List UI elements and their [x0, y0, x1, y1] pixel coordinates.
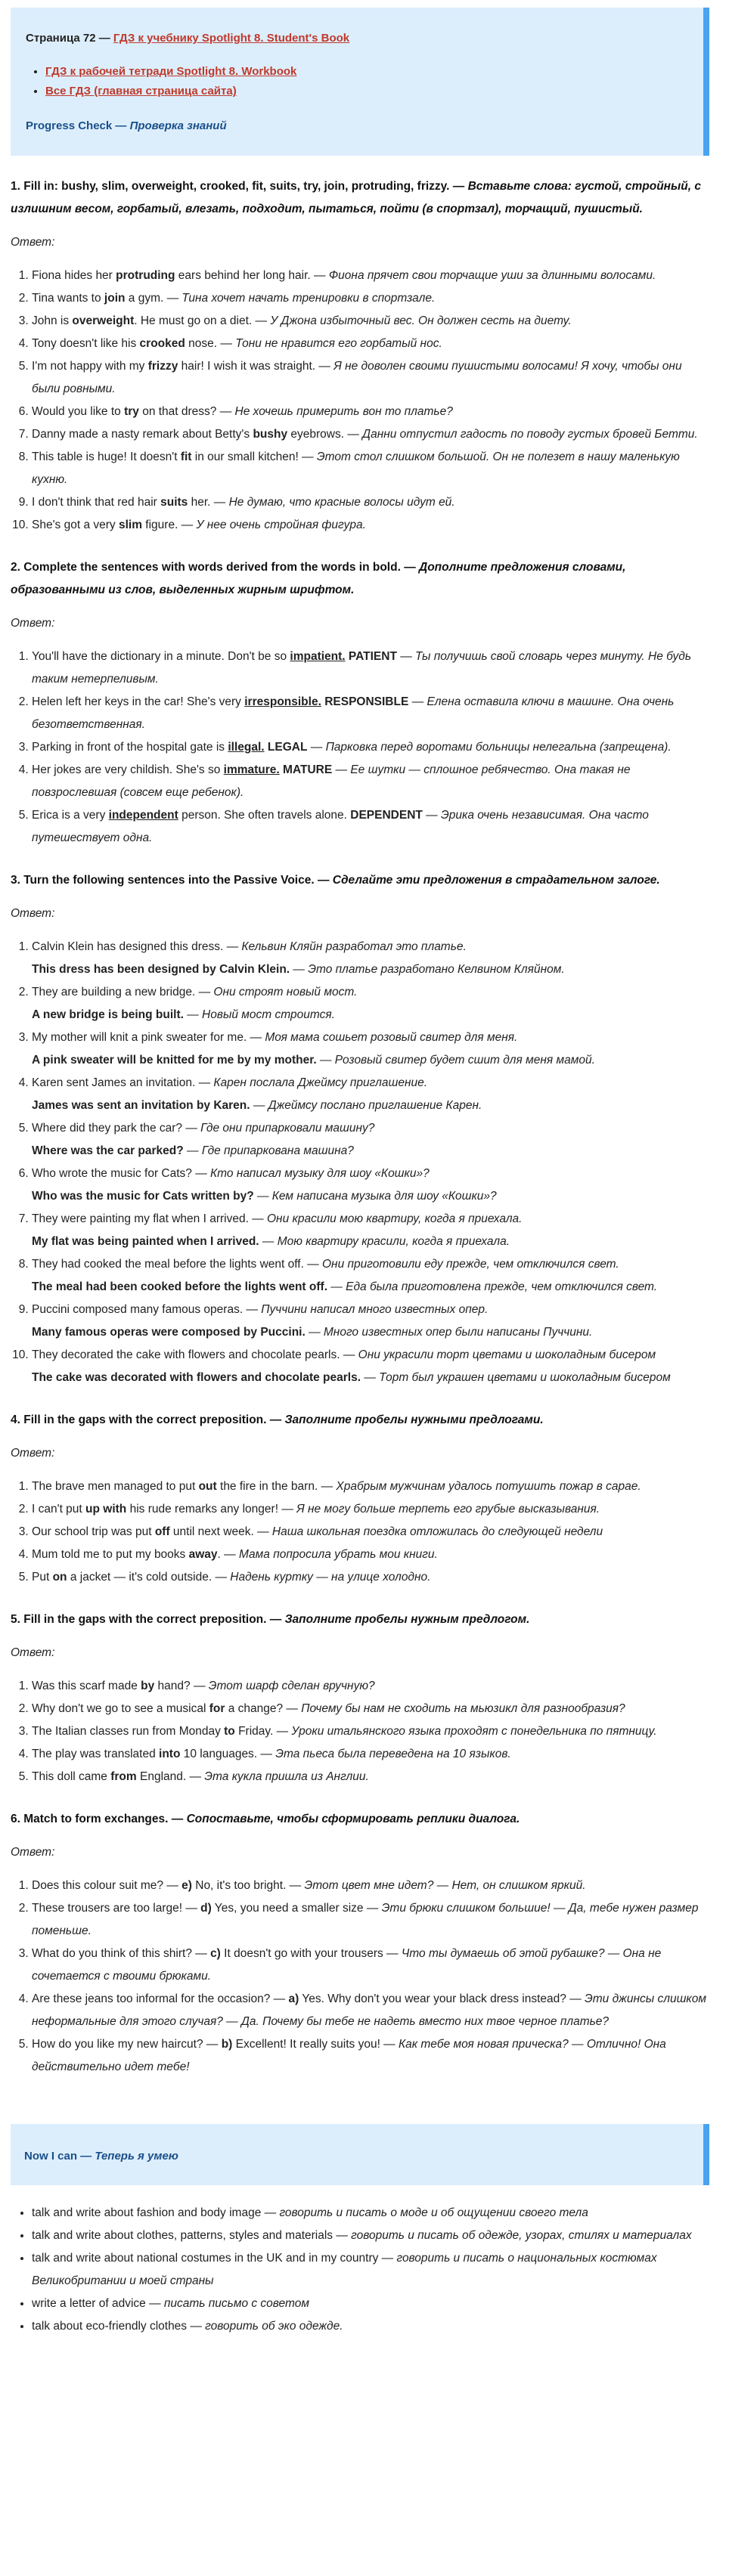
sentence-text: hand? — [154, 1680, 209, 1692]
list-item [32, 355, 709, 401]
list-item [32, 1543, 709, 1566]
heading-ru: Заполните пробелы нужным предлогом. [284, 1613, 530, 1626]
translation: — Торт был украшен цветами и шоколадным бисером [361, 1371, 671, 1384]
answer-label: Ответ: [11, 236, 55, 249]
passive-answer: This dress has been designed by Calvin Klein. [32, 963, 290, 976]
list-item [32, 1026, 709, 1072]
list-item [32, 2315, 709, 2338]
sentence-text: — [332, 763, 351, 776]
translation: Они красили мою квартиру, когда я приехала. [267, 1212, 523, 1225]
list-item [32, 2202, 709, 2225]
answer-word: from [110, 1770, 137, 1783]
answer-label: Ответ: [11, 617, 55, 630]
skill-text: talk and write about fashion and body image — [32, 2206, 280, 2219]
sentence-text: a jacket — it's cold outside. — [67, 1571, 231, 1584]
translation: Мама попросила убрать мои книги. [238, 1548, 438, 1561]
all-gdz-link[interactable]: Все ГДЗ (главная страница сайта) [45, 85, 237, 98]
list-item [32, 1498, 709, 1521]
list-item [32, 265, 709, 287]
exercise-heading [11, 1589, 709, 1631]
translation: Пуччини написал много известных опер. [261, 1303, 489, 1316]
sentence-text: Who wrote the music for Cats? — [32, 1167, 211, 1180]
answer-word: try [124, 405, 139, 418]
answer-label: Ответ: [11, 1846, 55, 1859]
subtitle-ru: Проверка знаний [129, 119, 227, 132]
sentence-text: Would you like to [32, 405, 125, 418]
sentence-text: They had cooked the meal before the lights went off. — [32, 1258, 322, 1271]
answer-word: c) [210, 1947, 221, 1960]
translation: Елена оставила ключи в машине. Она очень безответственная. [32, 695, 675, 731]
translation: Я не могу больше терпеть его грубые высказывания. [296, 1503, 600, 1516]
answer-word: up with [85, 1503, 127, 1516]
list-item [32, 2293, 709, 2315]
list-item [32, 804, 709, 850]
sentence-text: — [408, 695, 427, 708]
sentence-text: Yes, you need a smaller size — [211, 1902, 382, 1915]
translation: Моя мама сошьет розовый свитер для меня. [265, 1031, 518, 1044]
sentence-text: Calvin Klein has designed this dress. — [32, 940, 242, 953]
heading-en: 5. Fill in the gaps with the correct preposition. — [11, 1613, 285, 1626]
list-item [32, 1299, 709, 1344]
list-item [32, 2247, 709, 2293]
now-i-can-box [11, 2124, 709, 2185]
translation: Эта пьеса была переведена на 10 языков. [275, 1748, 511, 1760]
sentence-text: It doesn't go with your trousers — [220, 1947, 402, 1960]
translation: Храбрым мужчинам удалось потушить пожар в сарае. [336, 1480, 641, 1493]
answer-word: into [159, 1748, 181, 1760]
list-item [32, 1897, 709, 1943]
answer-word: frizzy [147, 360, 178, 373]
skill-text: talk and write about national costumes in the UK and in my country — [32, 2252, 397, 2265]
answer-word: off [154, 1525, 170, 1538]
heading-ru: Дополните предложения словами, образованными из слов, выделенных жирным шрифтом. [11, 561, 626, 596]
sentence-text: You'll have the dictionary in a minute. Don't be so [32, 650, 290, 663]
sentence-text: the fire in the barn. — [216, 1480, 337, 1493]
list-item [32, 310, 709, 333]
translation: Этот стол слишком большой. Он не полезет в нашу маленькую кухню. [32, 450, 680, 486]
sentence-text: Fiona hides her [32, 269, 116, 282]
list-item [32, 1253, 709, 1299]
passive-answer: James was sent an invitation by Karen. [32, 1099, 250, 1112]
heading-en: 4. Fill in the gaps with the correct preposition. — [11, 1413, 285, 1426]
list-item [32, 691, 709, 736]
translation: говорить об эко одежде. [205, 2320, 343, 2333]
sentence-text: I'm not happy with my [32, 360, 148, 373]
answer-list [11, 1675, 709, 1788]
passive-answer: My flat was being painted when I arrived. [32, 1235, 259, 1248]
translation: — Розовый свитер будет сшит для меня мамой. [316, 1054, 595, 1067]
sentence-text: Why don't we go to see a musical [32, 1702, 209, 1715]
sentence-text: Helen left her keys in the car! She's very [32, 695, 245, 708]
passive-answer: The meal had been cooked before the lights went off. [32, 1280, 327, 1293]
list-item [32, 736, 709, 759]
translation: У Джона избыточный вес. Он должен сесть на диету. [270, 314, 572, 327]
sentence-text: . — [217, 1548, 239, 1561]
key-word: MATURE [279, 763, 333, 776]
sentence-text: John is [32, 314, 73, 327]
list-item [32, 1988, 709, 2033]
translation: — Много известных опер были написаны Пуччини. [305, 1326, 593, 1339]
sentence-text: Tony doesn't like his [32, 337, 140, 350]
translation: Эти брюки слишком большие! — Да, тебе нужен размер поменьше. [32, 1902, 699, 1937]
exercise-3 [11, 850, 709, 1389]
sentence-text: 10 languages. — [180, 1748, 276, 1760]
sentence-text: Are these jeans too informal for the occasion? — [32, 1992, 289, 2005]
sentence-text: nose. — [185, 337, 236, 350]
passive-answer: Many famous operas were composed by Puccini. [32, 1326, 306, 1339]
list-item [32, 936, 709, 981]
exercise-heading [11, 156, 709, 221]
exercise-heading [11, 1389, 709, 1432]
sentence-text: Where did they park the car? — [32, 1122, 201, 1135]
sentence-text: No, it's too bright. — [191, 1879, 305, 1892]
list-item [32, 333, 709, 355]
translation: Где они припарковали машину? [200, 1122, 375, 1135]
answer-word: independent [108, 809, 178, 822]
translation: Почему бы нам не сходить на мьюзикл для разнообразия? [301, 1702, 625, 1715]
sentence-text: Friday. — [234, 1725, 292, 1738]
sentence-text: The play was translated [32, 1748, 160, 1760]
sentence-text: Excellent! It really suits you! — [232, 2038, 399, 2051]
key-word: PATIENT [345, 650, 397, 663]
translation: говорить и писать о национальных костюмах Великобритании и моей страны [32, 2252, 657, 2287]
list-item [32, 1766, 709, 1788]
translation: Уроки итальянского языка проходят с понедельника по пятницу. [291, 1725, 657, 1738]
translation: говорить и писать об одежде, узорах, стилях и материалах [351, 2229, 692, 2242]
exercise-heading [11, 537, 709, 602]
header-box [11, 8, 709, 156]
answer-word: protruding [116, 269, 175, 282]
list-item [32, 1475, 709, 1498]
list-item [32, 401, 709, 423]
answer-word: d) [200, 1902, 212, 1915]
answer-word: by [141, 1680, 155, 1692]
answer-word: a) [288, 1992, 299, 2005]
sentence-text: Yes. Why don't you wear your black dress instead? — [299, 1992, 585, 2005]
list-item [32, 423, 709, 446]
translation: Я не доволен своими пушистыми волосами! Я хочу, чтобы они были ровными. [32, 360, 682, 395]
related-links [26, 63, 688, 100]
answer-word: out [198, 1480, 217, 1493]
sentence-text: My mother will knit a pink sweater for me. — [32, 1031, 265, 1044]
passive-answer: A new bridge is being built. [32, 1008, 184, 1021]
answer-label: Ответ: [11, 907, 55, 920]
exercise-heading [11, 1788, 709, 1831]
skill-text: talk and write about clothes, patterns, styles and materials — [32, 2229, 352, 2242]
sentence-text: Her jokes are very childish. She's so [32, 763, 224, 776]
skill-text: write a letter of advice — [32, 2297, 164, 2310]
sentence-text: Mum told me to put my books [32, 1548, 189, 1561]
translation: У нее очень стройная фигура. [196, 519, 366, 531]
translation: — Мою квартиру красили, когда я приехала. [259, 1235, 510, 1248]
sentence-text: a change? — [225, 1702, 302, 1715]
sentence-text: I don't think that red hair [32, 496, 161, 509]
exercise-2 [11, 537, 709, 850]
translation: Не думаю, что красные волосы идут ей. [228, 496, 455, 509]
translation: Эти джинсы слишком неформальные для этого случая? — Да. Почему бы тебе не надеть вместо них твое черное платье? [32, 1992, 706, 2028]
sentence-text: — [422, 809, 441, 822]
list-item [32, 2033, 709, 2079]
translation: Тина хочет начать тренировки в спортзале. [181, 292, 436, 305]
list-item [32, 1743, 709, 1766]
skills-list [11, 2202, 709, 2338]
translation: Кельвин Кляйн разработал это платье. [241, 940, 467, 953]
list-item [32, 646, 709, 691]
translation: — Новый мост строится. [183, 1008, 335, 1021]
answer-word: e) [181, 1879, 192, 1892]
sentence-text: until next week. — [169, 1525, 272, 1538]
heading-en: 6. Match to form exchanges. — [11, 1813, 187, 1825]
sentence-text: . He must go on a diet. — [134, 314, 271, 327]
sentence-text: — [396, 650, 416, 663]
list-item [32, 1163, 709, 1208]
answer-word: fit [180, 450, 192, 463]
list-item [32, 1943, 709, 1988]
heading-ru: Заполните пробелы нужными предлогами. [284, 1413, 544, 1426]
translation: Не хочешь примерить вон то платье? [234, 405, 453, 418]
related-link-item [45, 83, 688, 100]
translation: Они украсили торт цветами и шоколадным бисером [358, 1348, 656, 1361]
list-item [32, 1072, 709, 1117]
heading-ru: Вставьте слова: густой, стройный, с излишним весом, горбатый, влезать, подходит, пытаться, пойти (в спортзал), торчащий, пушистый. [11, 180, 701, 215]
exercise-4 [11, 1389, 709, 1589]
sentence-text: figure. — [141, 519, 197, 531]
answer-word: suits [160, 496, 188, 509]
section-subtitle [26, 118, 688, 135]
students-book-link[interactable]: ГДЗ к учебнику Spotlight 8. Student's Book [113, 32, 350, 45]
sentence-text: They were painting my flat when I arrived. — [32, 1212, 267, 1225]
answer-word: join [104, 292, 126, 305]
answer-word: on [52, 1571, 67, 1584]
passive-answer: Who was the music for Cats written by? [32, 1190, 254, 1203]
list-item [32, 1698, 709, 1720]
sentence-text: This table is huge! It doesn't [32, 450, 181, 463]
key-word: LEGAL [264, 741, 308, 754]
translation: Фиона прячет свои торчащие уши за длинными волосами. [328, 269, 656, 282]
list-item [32, 491, 709, 514]
skill-text: talk about eco-friendly clothes — [32, 2320, 206, 2333]
answer-list [11, 646, 709, 850]
sentence-text: eyebrows. — [287, 428, 363, 441]
sentence-text: Erica is a very [32, 809, 109, 822]
translation: — Где припаркована машина? [183, 1144, 354, 1157]
translation: Ты получишь свой словарь через минуту. Не будь таким нетерпеливым. [32, 650, 692, 686]
translation: Они строят новый мост. [213, 986, 358, 999]
translation: Карен послала Джеймсу приглашение. [213, 1076, 428, 1089]
translation: писать письмо с советом [163, 2297, 309, 2310]
translation: Тони не нравится его горбатый нос. [235, 337, 442, 350]
answer-label: Ответ: [11, 1447, 55, 1460]
answer-word: for [209, 1702, 225, 1715]
list-item [32, 2225, 709, 2247]
workbook-link[interactable]: ГДЗ к рабочей тетради Spotlight 8. Workbook [45, 65, 297, 78]
answer-list [11, 1475, 709, 1589]
heading-en: 2. Complete the sentences with words derived from the words in bold. — [11, 561, 420, 574]
heading-ru: Сопоставьте, чтобы сформировать реплики диалога. [186, 1813, 520, 1825]
page-title-text: Страница 72 — [26, 32, 113, 45]
heading-en: 1. Fill in: bushy, slim, overweight, crooked, fit, suits, try, join, protruding, frizzy. — [11, 180, 468, 193]
translation: Как тебе моя новая прическа? — Отлично! Она действительно идет тебе! [32, 2038, 666, 2073]
key-word: person. She often travels alone. DEPENDENT [178, 809, 423, 822]
answer-list [11, 1875, 709, 2079]
sentence-text: They decorated the cake with flowers and chocolate pearls. — [32, 1348, 358, 1361]
sentence-text: — [307, 741, 326, 754]
answer-word: irresponsible. [244, 695, 321, 708]
list-item [32, 1566, 709, 1589]
sentence-text: Tina wants to [32, 292, 104, 305]
answer-word: bushy [253, 428, 288, 441]
exercise-5 [11, 1589, 709, 1788]
list-item [32, 1875, 709, 1897]
translation: Эта кукла пришла из Англии. [204, 1770, 369, 1783]
list-item [32, 287, 709, 310]
list-item [32, 1521, 709, 1543]
translation: Этот цвет мне идет? — Нет, он слишком яркий. [304, 1879, 586, 1892]
answer-word: illegal. [228, 741, 265, 754]
sentence-text: Our school trip was put [32, 1525, 155, 1538]
translation: Эрика очень независимая. Она часто путешествует одна. [32, 809, 649, 844]
translation: — Еда была приготовлена прежде, чем отключился свет. [327, 1280, 658, 1293]
answer-word: impatient. [290, 650, 346, 663]
translation: Этот шарф сделан вручную? [208, 1680, 375, 1692]
sentence-text: in our small kitchen! — [191, 450, 317, 463]
sentence-text: What do you think of this shirt? — [32, 1947, 211, 1960]
sentence-text: Parking in front of the hospital gate is [32, 741, 228, 754]
translation: — Кем написана музыка для шоу «Кошки»? [253, 1190, 497, 1203]
heading-en: 3. Turn the following sentences into the Passive Voice. — [11, 874, 333, 887]
sentence-text: a gym. — [125, 292, 182, 305]
key-word: RESPONSIBLE [321, 695, 409, 708]
sentence-text: Danny made a nasty remark about Betty's [32, 428, 253, 441]
answer-word: b) [221, 2038, 233, 2051]
sentence-text: She's got a very [32, 519, 119, 531]
list-item [32, 1675, 709, 1698]
page-title [26, 30, 688, 47]
passive-answer: The cake was decorated with flowers and chocolate pearls. [32, 1371, 361, 1384]
exercise-6 [11, 1788, 709, 2079]
answer-word: to [224, 1725, 235, 1738]
answer-list [11, 265, 709, 537]
sentence-text: How do you like my new haircut? — [32, 2038, 222, 2051]
answer-word: slim [118, 519, 142, 531]
answer-word: away [188, 1548, 218, 1561]
list-item [32, 1720, 709, 1743]
translation: Парковка перед воротами больницы нелегальна (запрещена). [325, 741, 672, 754]
list-item [32, 1117, 709, 1163]
translation: Ее шутки — сплошное ребячество. Она такая не повзрослевшая (совсем еще ребенок). [32, 763, 631, 799]
answer-word: overweight [72, 314, 135, 327]
sentence-text: The brave men managed to put [32, 1480, 199, 1493]
passive-answer: A pink sweater will be knitted for me by my mother. [32, 1054, 317, 1067]
answer-word: immature. [223, 763, 280, 776]
sentence-text: Was this scarf made [32, 1680, 141, 1692]
now-heading-en: Now I can — [24, 2150, 95, 2163]
sentence-text: Does this colour suit me? — [32, 1879, 182, 1892]
exercise-heading [11, 850, 709, 892]
list-item [32, 1208, 709, 1253]
answer-word: crooked [139, 337, 185, 350]
sentence-text: his rude remarks any longer! — [126, 1503, 297, 1516]
sentence-text: This doll came [32, 1770, 111, 1783]
list-item [32, 1344, 709, 1389]
list-item [32, 446, 709, 491]
sentence-text: These trousers are too large! — [32, 1902, 201, 1915]
translation: Кто написал музыку для шоу «Кошки»? [210, 1167, 430, 1180]
related-link-item [45, 63, 688, 80]
translation: говорить и писать о моде и об ощущении своего тела [279, 2206, 588, 2219]
sentence-text: They are building a new bridge. — [32, 986, 214, 999]
sentence-text: on that dress? — [138, 405, 235, 418]
sentence-text: England. — [136, 1770, 205, 1783]
translation: Надень куртку — на улице холодно. [230, 1571, 431, 1584]
heading-ru: Сделайте эти предложения в страдательном залоге. [332, 874, 660, 887]
list-item [32, 514, 709, 537]
sentence-text: Put [32, 1571, 53, 1584]
sentence-text: I can't put [32, 1503, 86, 1516]
translation: Что ты думаешь об этой рубашке? — Она не сочетается с твоими брюками. [32, 1947, 662, 1983]
now-heading-ru: Теперь я умею [95, 2150, 178, 2163]
translation: — Это платье разработано Келвином Кляйном. [290, 963, 565, 976]
sentence-text: hair! I wish it was straight. — [178, 360, 334, 373]
translation: Наша школьная поездка отложилась до следующей недели [271, 1525, 603, 1538]
sentence-text: Puccini composed many famous operas. — [32, 1303, 262, 1316]
answer-list [11, 936, 709, 1389]
list-item [32, 759, 709, 804]
sentence-text: The Italian classes run from Monday [32, 1725, 225, 1738]
translation: — Джеймсу послано приглашение Карен. [250, 1099, 482, 1112]
list-item [32, 981, 709, 1026]
translation: Данни отпустил гадость по поводу густых бровей Бетти. [362, 428, 698, 441]
translation: Они приготовили еду прежде, чем отключился свет. [322, 1258, 619, 1271]
sentence-text: ears behind her long hair. — [175, 269, 329, 282]
answer-label: Ответ: [11, 1646, 55, 1659]
sentence-text: Karen sent James an invitation. — [32, 1076, 214, 1089]
subtitle-en: Progress Check — [26, 119, 130, 132]
exercise-1 [11, 156, 709, 537]
passive-answer: Where was the car parked? [32, 1144, 184, 1157]
sentence-text: her. — [188, 496, 229, 509]
